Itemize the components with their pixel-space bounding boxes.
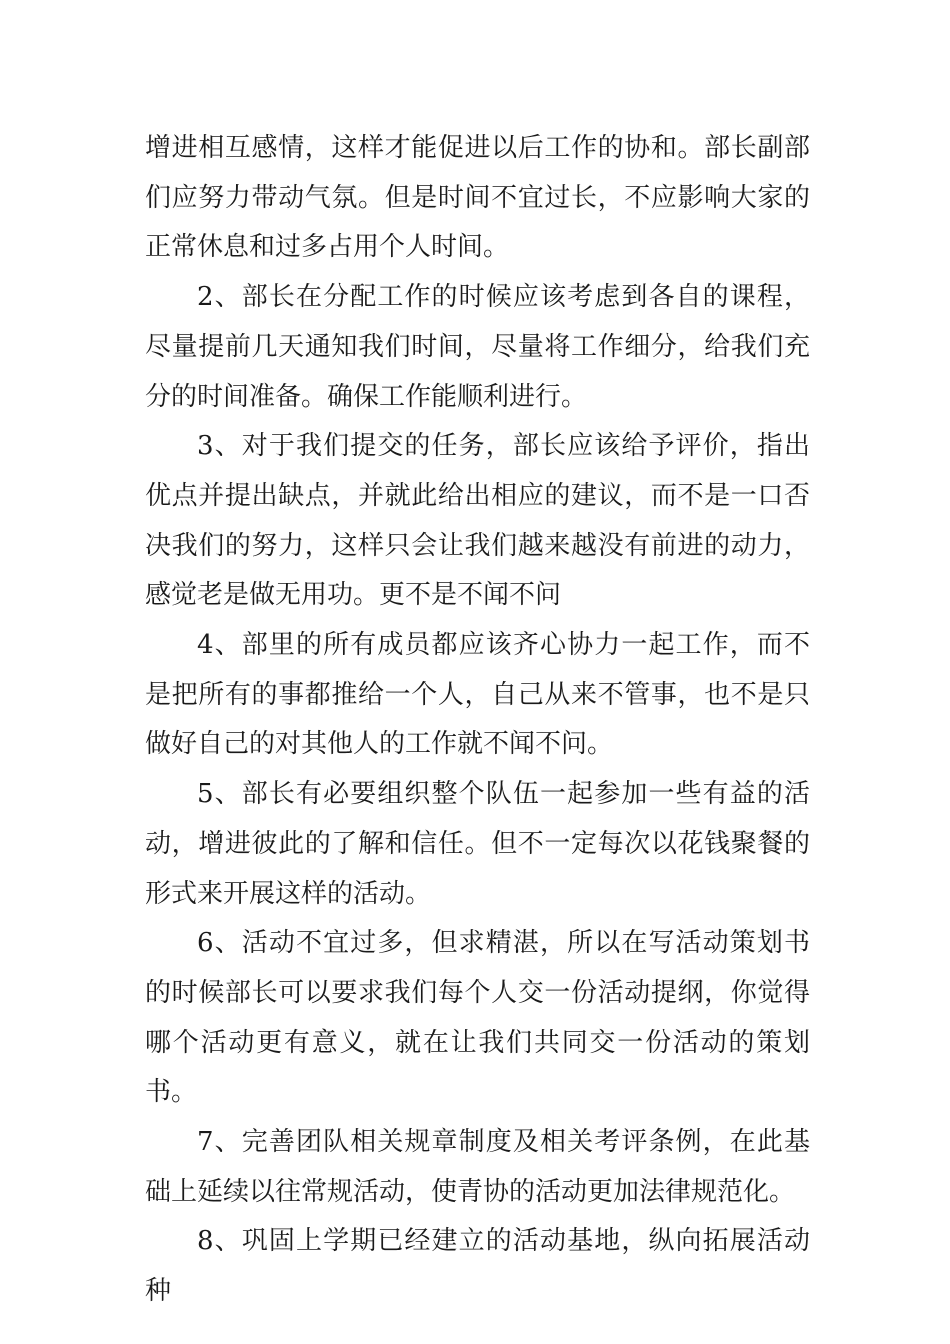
paragraph-item-2: 2、部长在分配工作的时候应该考虑到各自的课程，尽量提前几天通知我们时间，尽量将工作细分，给我们充分的时间准备。确保工作能顺利进行。 <box>145 282 810 412</box>
paragraph-item-5: 5、部长有必要组织整个队伍一起参加一些有益的活动，增进彼此的了解和信任。但不一定每次以花钱聚餐的形式来开展这样的活动。 <box>145 779 810 909</box>
paragraph-item-3: 3、对于我们提交的任务，部长应该给予评价，指出优点并提出缺点，并就此给出相应的建议，而不是一口否决我们的努力，这样只会让我们越来越没有前进的动力，感觉老是做无用功。更不是不闻不问 <box>145 431 810 611</box>
paragraph-continuation: 增进相互感情，这样才能促进以后工作的协和。部长副部们应努力带动气氛。但是时间不宜过长，不应影响大家的正常休息和过多占用个人时间。 <box>145 133 810 263</box>
paragraph-item-7: 7、完善团队相关规章制度及相关考评条例，在此基础上延续以往常规活动，使青协的活动更加法律规范化。 <box>145 1127 810 1207</box>
paragraph-item-8: 8、巩固上学期已经建立的活动基地，纵向拓展活动种 <box>145 1226 810 1307</box>
paragraph-item-6: 6、活动不宜过多，但求精湛，所以在写活动策划书的时候部长可以要求我们每个人交一份活动提纲，你觉得哪个活动更有意义，就在让我们共同交一份活动的策划书。 <box>145 928 810 1108</box>
paragraph-item-4: 4、部里的所有成员都应该齐心协力一起工作，而不是把所有的事都推给一个人，自己从来不管事，也不是只做好自己的对其他人的工作就不闻不问。 <box>145 630 810 760</box>
document-body <box>145 124 810 1317</box>
